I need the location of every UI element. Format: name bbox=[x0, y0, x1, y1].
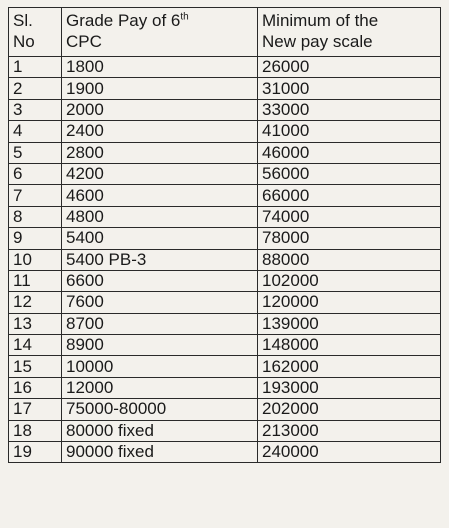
table-row bbox=[9, 313, 441, 334]
minimum-pay-cell: 120000 bbox=[258, 292, 441, 313]
serial-number-cell: 11 bbox=[9, 270, 62, 291]
minimum-pay-cell: 162000 bbox=[258, 356, 441, 377]
grade-pay-cell: 2000 bbox=[62, 99, 258, 120]
table-row bbox=[9, 377, 441, 398]
serial-number-cell: 18 bbox=[9, 420, 62, 441]
serial-number-cell: 12 bbox=[9, 292, 62, 313]
serial-number-cell: 17 bbox=[9, 399, 62, 420]
table-row bbox=[9, 399, 441, 420]
grade-pay-cell: 4600 bbox=[62, 185, 258, 206]
serial-number-cell: 14 bbox=[9, 335, 62, 356]
header-minimum-pay-line1: Minimum of the bbox=[262, 11, 379, 30]
grade-pay-cell: 4800 bbox=[62, 206, 258, 227]
grade-pay-cell: 80000 fixed bbox=[62, 420, 258, 441]
minimum-pay-cell: 213000 bbox=[258, 420, 441, 441]
grade-pay-cell: 2800 bbox=[62, 142, 258, 163]
serial-number-cell: 13 bbox=[9, 313, 62, 334]
grade-pay-cell: 7600 bbox=[62, 292, 258, 313]
serial-number-cell: 2 bbox=[9, 78, 62, 99]
table-row bbox=[9, 420, 441, 441]
serial-number-cell: 16 bbox=[9, 377, 62, 398]
minimum-pay-cell: 202000 bbox=[258, 399, 441, 420]
minimum-pay-cell: 102000 bbox=[258, 270, 441, 291]
grade-pay-cell: 6600 bbox=[62, 270, 258, 291]
serial-number-cell: 1 bbox=[9, 57, 62, 78]
grade-pay-cell: 10000 bbox=[62, 356, 258, 377]
header-serial-line1: Sl. bbox=[13, 11, 33, 30]
table-row bbox=[9, 249, 441, 270]
minimum-pay-cell: 46000 bbox=[258, 142, 441, 163]
minimum-pay-cell: 193000 bbox=[258, 377, 441, 398]
header-grade-pay-superscript: th bbox=[180, 11, 189, 23]
grade-pay-cell: 5400 bbox=[62, 228, 258, 249]
grade-pay-cell: 90000 fixed bbox=[62, 442, 258, 463]
serial-number-cell: 19 bbox=[9, 442, 62, 463]
table-row bbox=[9, 442, 441, 463]
grade-pay-cell: 12000 bbox=[62, 377, 258, 398]
minimum-pay-cell: 74000 bbox=[258, 206, 441, 227]
table-row bbox=[9, 356, 441, 377]
minimum-pay-cell: 88000 bbox=[258, 249, 441, 270]
table-row bbox=[9, 270, 441, 291]
minimum-pay-cell: 139000 bbox=[258, 313, 441, 334]
table-header bbox=[9, 8, 441, 57]
table-row bbox=[9, 292, 441, 313]
pay-scale-table bbox=[8, 7, 441, 463]
grade-pay-cell: 75000-80000 bbox=[62, 399, 258, 420]
serial-number-cell: 10 bbox=[9, 249, 62, 270]
table-body bbox=[9, 57, 441, 463]
table-row bbox=[9, 99, 441, 120]
header-minimum-pay bbox=[258, 8, 441, 57]
header-row bbox=[9, 8, 441, 57]
minimum-pay-cell: 26000 bbox=[258, 57, 441, 78]
serial-number-cell: 4 bbox=[9, 121, 62, 142]
grade-pay-cell: 2400 bbox=[62, 121, 258, 142]
grade-pay-cell: 1800 bbox=[62, 57, 258, 78]
serial-number-cell: 8 bbox=[9, 206, 62, 227]
grade-pay-cell: 8900 bbox=[62, 335, 258, 356]
minimum-pay-cell: 78000 bbox=[258, 228, 441, 249]
serial-number-cell: 15 bbox=[9, 356, 62, 377]
table-row bbox=[9, 121, 441, 142]
minimum-pay-cell: 56000 bbox=[258, 163, 441, 184]
minimum-pay-cell: 66000 bbox=[258, 185, 441, 206]
header-serial-number bbox=[9, 8, 62, 57]
header-grade-pay-line1: Grade Pay of 6 bbox=[66, 11, 181, 30]
table-row bbox=[9, 206, 441, 227]
table-row bbox=[9, 228, 441, 249]
minimum-pay-cell: 41000 bbox=[258, 121, 441, 142]
minimum-pay-cell: 31000 bbox=[258, 78, 441, 99]
table-row bbox=[9, 78, 441, 99]
minimum-pay-cell: 240000 bbox=[258, 442, 441, 463]
serial-number-cell: 9 bbox=[9, 228, 62, 249]
table-row bbox=[9, 185, 441, 206]
serial-number-cell: 3 bbox=[9, 99, 62, 120]
table-row bbox=[9, 57, 441, 78]
serial-number-cell: 6 bbox=[9, 163, 62, 184]
header-grade-pay-line2: CPC bbox=[66, 32, 102, 51]
table-row bbox=[9, 335, 441, 356]
serial-number-cell: 5 bbox=[9, 142, 62, 163]
grade-pay-cell: 1900 bbox=[62, 78, 258, 99]
grade-pay-cell: 4200 bbox=[62, 163, 258, 184]
grade-pay-cell: 8700 bbox=[62, 313, 258, 334]
grade-pay-cell: 5400 PB-3 bbox=[62, 249, 258, 270]
header-minimum-pay-line2: New pay scale bbox=[262, 32, 373, 51]
minimum-pay-cell: 33000 bbox=[258, 99, 441, 120]
serial-number-cell: 7 bbox=[9, 185, 62, 206]
header-grade-pay bbox=[62, 8, 258, 57]
minimum-pay-cell: 148000 bbox=[258, 335, 441, 356]
header-serial-line2: No bbox=[13, 32, 35, 51]
table-row bbox=[9, 163, 441, 184]
table-row bbox=[9, 142, 441, 163]
